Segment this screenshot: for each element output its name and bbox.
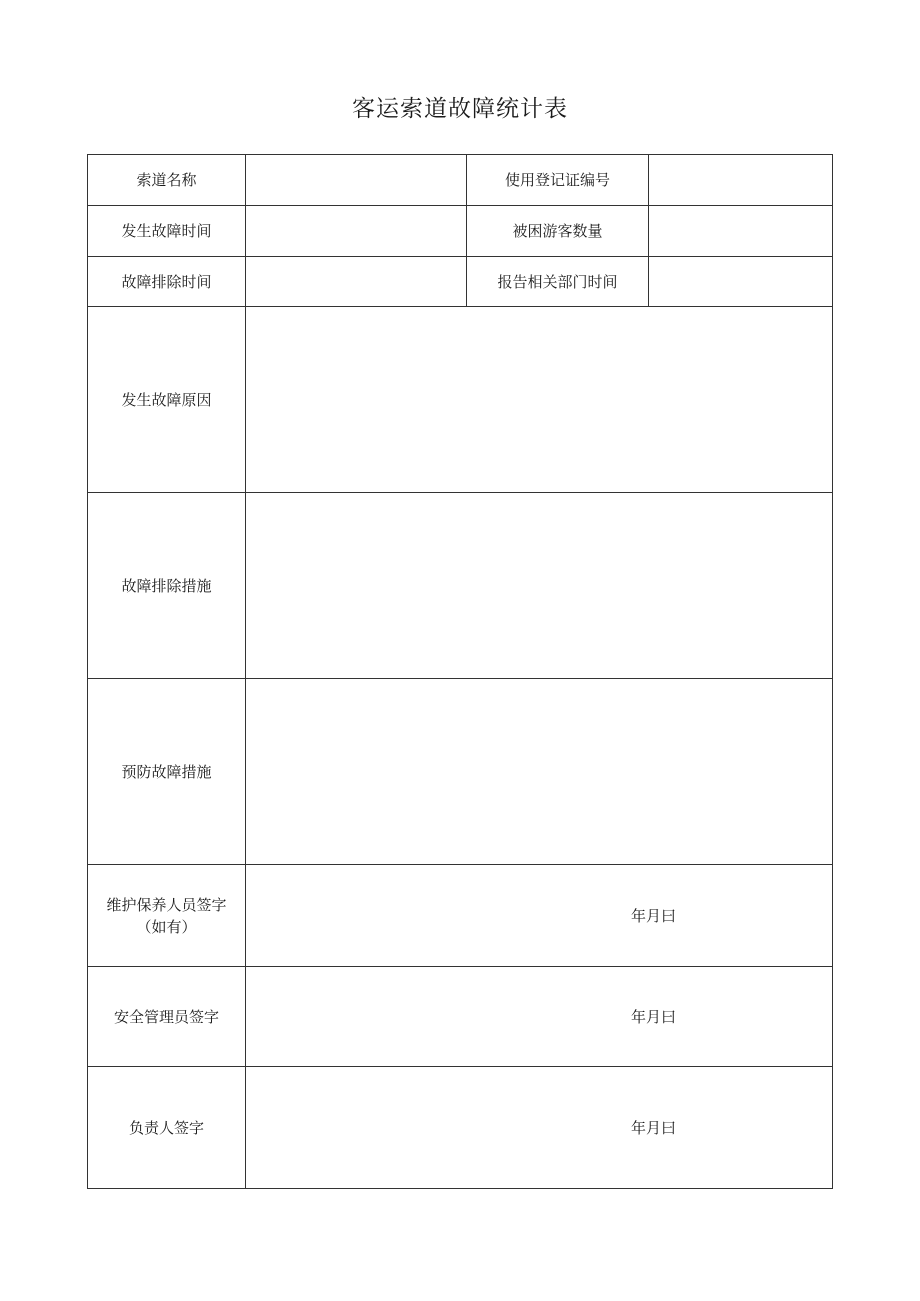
- maintenance-sign-date: 年月曰: [631, 906, 677, 925]
- row-ropeway-name: [88, 155, 833, 206]
- responsible-sign-label: 负责人签字: [88, 1067, 246, 1189]
- row-prevent-measures: [88, 679, 833, 865]
- prevent-measures-field[interactable]: [246, 679, 833, 865]
- row-fault-time: [88, 206, 833, 257]
- responsible-sign-field[interactable]: [246, 1067, 833, 1189]
- fault-cause-label: 发生故障原因: [88, 307, 246, 493]
- row-fault-cause: [88, 307, 833, 493]
- safety-sign-label: 安全管理员签字: [88, 967, 246, 1067]
- row-cleared-time: [88, 257, 833, 307]
- row-safety-sign: [88, 967, 833, 1067]
- maintenance-sign-label: [88, 865, 246, 967]
- trapped-count-label: 被困游客数量: [467, 206, 649, 257]
- maintenance-sign-field[interactable]: [246, 865, 833, 967]
- row-maintenance-sign: [88, 865, 833, 967]
- row-clear-measures: [88, 493, 833, 679]
- maintenance-sign-label-line2: （如有）: [136, 917, 197, 936]
- report-time-field[interactable]: [649, 257, 833, 307]
- cleared-time-label: 故障排除时间: [88, 257, 246, 307]
- cleared-time-field[interactable]: [246, 257, 467, 307]
- fault-time-field[interactable]: [246, 206, 467, 257]
- report-time-label: 报告相关部门时间: [467, 257, 649, 307]
- safety-sign-field[interactable]: [246, 967, 833, 1067]
- fault-statistics-table: [87, 154, 833, 1189]
- prevent-measures-label: 预防故障措施: [88, 679, 246, 865]
- clear-measures-label: 故障排除措施: [88, 493, 246, 679]
- fault-time-label: 发生故障时间: [88, 206, 246, 257]
- clear-measures-field[interactable]: [246, 493, 833, 679]
- responsible-sign-date: 年月曰: [631, 1118, 677, 1137]
- safety-sign-date: 年月曰: [631, 1007, 677, 1026]
- ropeway-name-field[interactable]: [246, 155, 467, 206]
- ropeway-name-label: 索道名称: [88, 155, 246, 206]
- registration-no-label: 使用登记证编号: [467, 155, 649, 206]
- trapped-count-field[interactable]: [649, 206, 833, 257]
- maintenance-sign-label-line1: 维护保养人员签字: [106, 895, 227, 914]
- row-responsible-sign: [88, 1067, 833, 1189]
- page-title: 客运索道故障统计表: [352, 96, 568, 122]
- registration-no-field[interactable]: [649, 155, 833, 206]
- fault-cause-field[interactable]: [246, 307, 833, 493]
